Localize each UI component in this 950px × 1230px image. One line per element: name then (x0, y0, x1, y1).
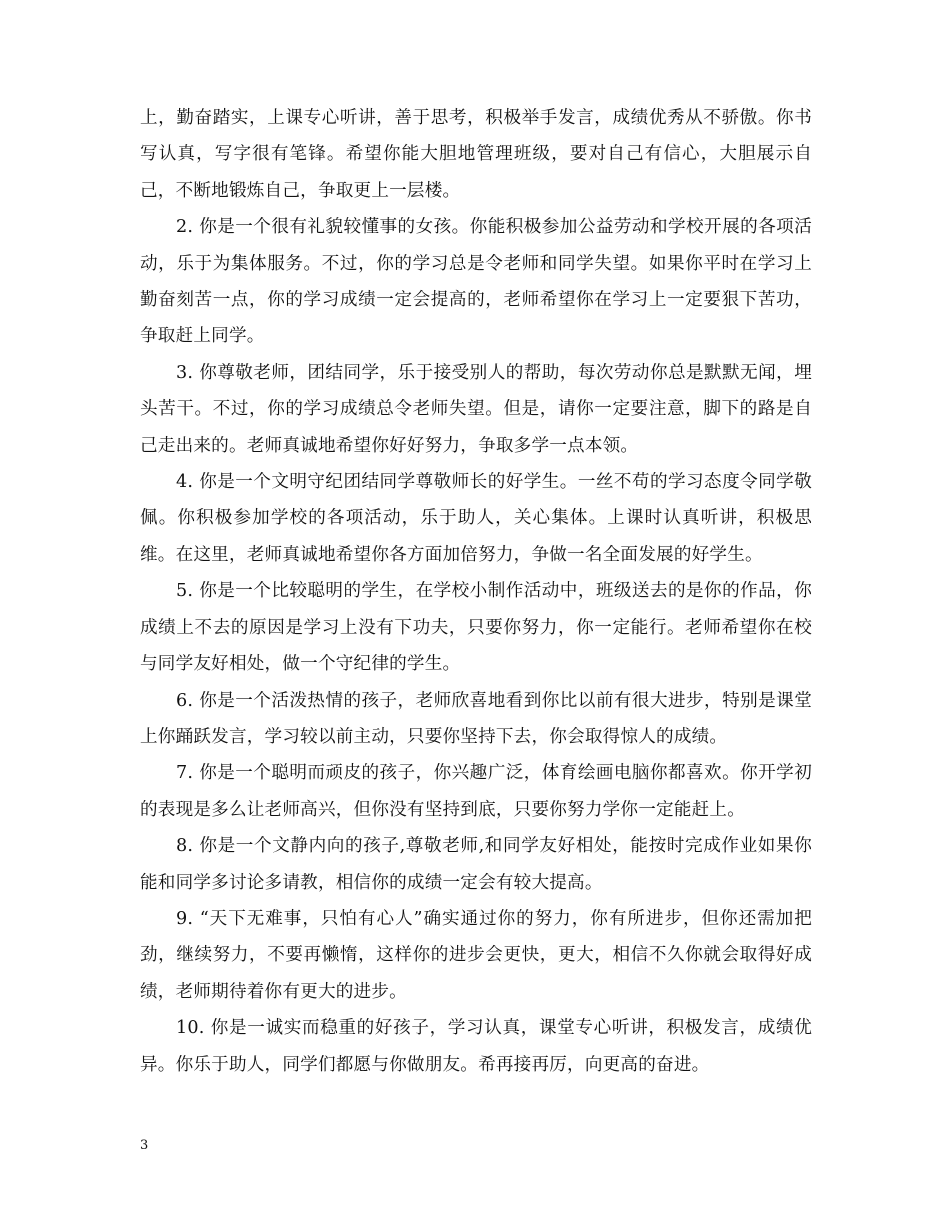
paragraph-item-6: 6. 你是一个活泼热情的孩子，老师欣喜地看到你比以前有很大进步，特别是课堂上你踊跃发言，学习较以前主动，只要你坚持下去，你会取得惊人的成绩。 (140, 690, 812, 747)
page-number: 3 (140, 1138, 149, 1153)
paragraph-item-7: 7. 你是一个聪明而顽皮的孩子，你兴趣广泛，体育绘画电脑你都喜欢。你开学初的表现是多么让老师高兴，但你没有坚持到底，只要你努力学你一定能赶上。 (140, 763, 812, 820)
paragraph-item-9: 9. “天下无难事，只怕有心人”确实通过你的努力，你有所进步，但你还需加把劲，继续努力，不要再懒惰，这样你的进步会更快，更大，相信不久你就会取得好成绩，老师期待着你有更大的进步。 (140, 908, 812, 1002)
paragraph-item-2: 2. 你是一个很有礼貌较懂事的女孩。你能积极参加公益劳动和学校开展的各项活动，乐于为集体服务。不过，你的学习总是令老师和同学失望。如果你平时在学习上勤奋刻苦一点，你的学习成绩一定会提高的，老师希望你在学习上一定要狠下苦功，争取赶上同学。 (140, 217, 812, 347)
paragraph-item-5: 5. 你是一个比较聪明的学生，在学校小制作活动中，班级送去的是你的作品，你成绩上不去的原因是学习上没有下功夫，只要你努力，你一定能行。老师希望你在校与同学友好相处，做一个守纪律的学生。 (140, 581, 812, 675)
paragraph-item-3: 3. 你尊敬老师，团结同学，乐于接受别人的帮助，每次劳动你总是默默无闻，埋头苦干。不过，你的学习成绩总令老师失望。但是，请你一定要注意，脚下的路是自己走出来的。老师真诚地希望你好好努力，争取多学一点本领。 (140, 362, 812, 456)
paragraph-item-10: 10. 你是一诚实而稳重的好孩子，学习认真，课堂专心听讲，积极发言，成绩优异。你乐于助人，同学们都愿与你做朋友。希再接再厉，向更高的奋进。 (140, 1018, 812, 1075)
document-body (140, 100, 812, 1083)
paragraph-continuation: 上，勤奋踏实，上课专心听讲，善于思考，积极举手发言，成绩优秀从不骄傲。你书写认真，写字很有笔锋。希望你能大胆地管理班级，要对自己有信心，大胆展示自己，不断地锻炼自己，争取更上一层楼。 (140, 108, 812, 201)
paragraph-item-8: 8. 你是一个文静内向的孩子,尊敬老师,和同学友好相处，能按时完成作业如果你能和同学多讨论多请教，相信你的成绩一定会有较大提高。 (140, 836, 812, 893)
paragraph-item-4: 4. 你是一个文明守纪团结同学尊敬师长的好学生。一丝不苟的学习态度令同学敬佩。你积极参加学校的各项活动，乐于助人，关心集体。上课时认真听讲，积极思维。在这里，老师真诚地希望你各方面加倍努力，争做一名全面发展的好学生。 (140, 472, 812, 565)
